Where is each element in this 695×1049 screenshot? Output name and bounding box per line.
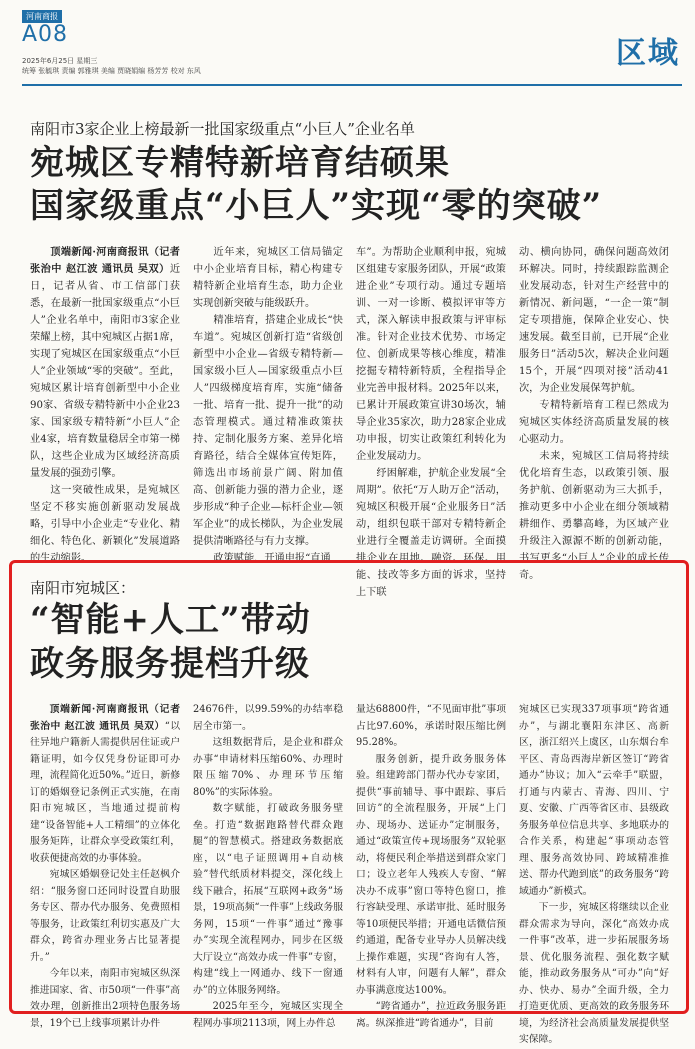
article1-col3-p1: 车”。为帮助企业顺利申报，宛城区组建专家服务团队，开展“政策进企业”专项行动。通过专题培训、一对一诊断、模拟评审等方式，深入解读申报政策与评审标准。针对企业技术优势、市场定位、创新成果等核心维度，精准挖掘专精特新特质，全程指导企业完善申报材料。2025年以来，已累计开展政策宣讲30场次，辅导企业35家次，助力28家企业成功申报，切实让政策红利转化为企业发展动力。	[356, 247, 506, 462]
article2-kicker: 南阳市宛城区：	[30, 579, 136, 597]
article2-col4-p1: 宛城区已实现337项事项“跨省通办”，与湖北襄阳东津区、高新区，浙江绍兴上虞区，山东烟台牟平区、青岛西海岸新区签订“跨省通办”协议；加入“云牵手”联盟，打通与内蒙古、青海、四川、宁夏、安徽、广西等省区市、县级政务服务单位信息共享、多地联办的合作关系，构建起“事项动态管理、服务高效协同、跨域精准推送、帮办代跑到底”的政务服务“跨域通办”新模式。	[519, 704, 669, 897]
article1-col2-p2: 精准培育，搭建企业成长“快车道”。宛城区创新打造“省级创新型中小企业—省级专精特新—国家级小巨人—国家级重点小巨人”四级梯度培育库，实施“储备一批、培育一批、提升一批”的动态管理模式。通过精准政策扶持、定制化服务方案、差异化培育路径，结合全媒体宣传矩阵，筛选出市场前景广阔、附加值高、创新能力强的潜力企业，逐步形成“种子企业—标杆企业—领军企业”的成长梯队，为企业发展提供清晰路径与有力支撑。	[193, 315, 343, 547]
article1-byline: 顶端新闻·河南商报讯（记者 张治中 赵江波 通讯员 吴双）	[30, 246, 180, 275]
article2-col2-p4: 2025年至今，宛城区实现全程网办事项2113项，网上办件总	[193, 1001, 343, 1029]
article2-col3-p3: “跨省通办”，拉近政务服务距离。纵深推进“跨省通办”，目前	[356, 1001, 506, 1029]
date-line: 2025年6月25日 星期三	[22, 57, 98, 65]
article1-col2-p3: 政策赋能，开通申报“直通	[213, 553, 331, 564]
article2-col4-p2: 下一步，宛城区将继续以企业群众需求为导向，深化“高效办成一件事”改革，进一步拓展服务场景、优化服务流程、强化数字赋能，推动政务服务从“可办”向“好办、快办、易办”全面升级，全力打造更优质、更高效的政务服务环境，为经济社会高质量发展提供坚实保障。	[519, 902, 669, 1045]
article1-column-3	[356, 244, 506, 601]
article2-col3-p2: 服务创新，提升政务服务体验。组建跨部门帮办代办专家团，提供“事前辅导、事中跟踪、事后回访”的全流程服务，开展“上门办、现场办、送证办”定制服务，通过“政策宣传+现场服务”双轮驱动，将便民利企举措送到群众家门口；设立老年人残疾人专窗、“解决办不成事”窗口等特色窗口，推行容缺受理、承诺审批、延时服务等10项便民举措；开通电话微信预约通道，配备专业导办人员解决线上操作难题，实现“咨询有人答，材料有人审，问题有人解”，群众办事满意度达100%。	[356, 753, 506, 996]
article1-column-2	[193, 244, 343, 567]
article2-col2-p1: 24676件，以99.59%的办结率稳居全市第一。	[193, 704, 343, 732]
article1-col3-p2: 纾困解难，护航企业发展“全周期”。依托“万人助万企”活动，宛城区积极开展“企业服务日”活动，组织包联干部对专精特新企业进行全覆盖走访调研。全面摸排企业在用地、融资、环保、用能、技改等多方面的诉求，坚持上下联	[356, 468, 506, 598]
article2-column-1	[30, 702, 180, 1032]
article2-col2-p2: 这组数据背后，是企业和群众办事“申请材料压缩60%、办理时限压缩70%、办理环节压缩80%”的实际体验。	[193, 737, 343, 798]
article1-col1-p2: 这一突破性成果，是宛城区坚定不移实施创新驱动发展战略，引导中小企业走“专业化、精细化、特色化、新颖化”发展道路的生动缩影。	[30, 485, 180, 564]
article1-col4-p1: 动、横向协同，确保问题高效闭环解决。同时，持续跟踪监测企业发展动态，针对生产经营中的新情况、新问题，“一企一策”制定专项措施，保障企业安心、快速发展。截至目前，已开展“企业服务日”活动5次，解决企业问题15个，开展“四项对接”活动41次，为企业发展保驾护航。	[519, 247, 669, 394]
article2-column-4	[519, 702, 669, 1049]
article1-column-4	[519, 244, 669, 584]
article2-column-3	[356, 702, 506, 1032]
article2-headline	[30, 598, 311, 686]
article1-headline-line1: 宛城区专精特新培育结硕果	[30, 143, 450, 183]
article1-col1-p1: 近日，记者从省、市工信部门获悉，在最新一批国家级重点“小巨人”企业名单中，南阳市3家企业荣耀上榜，其中宛城区占据1席，实现了宛城区在国家级重点“小巨人”企业领域“零的突破”。至此，宛城区累计培育创新型中小企业90家、省级专精特新中小企业23家、国家级专精特新“小巨人”企业4家，培育数量稳居全市第一梯队，这些企业成为区域经济高质量发展的强劲引擎。	[30, 264, 180, 479]
article2-col1-p3: 今年以来，南阳市宛城区纵深推进国家、省、市50项“一件事”高效办理，创新推出2项特色服务场景，19个已上线事项累计办件	[30, 968, 180, 1029]
article1-column-1	[30, 244, 180, 567]
article2-headline-line2: 政务服务提档升级	[30, 644, 310, 684]
article2-column-2	[193, 702, 343, 1032]
article2-headline-line1: “智能+人工”带动	[30, 600, 311, 640]
section-title: 区域	[616, 36, 680, 71]
article1-kicker: 南阳市3家企业上榜最新一批国家级重点“小巨人”企业名单	[30, 120, 415, 138]
paper-logo: 河南商报	[22, 10, 62, 23]
article2-col1-p2: 宛城区婚姻登记处主任赵枫介绍：“服务窗口还同时设置自助服务专区、帮办代办服务、免费照相等服务，让政策红利切实惠及广大群众，跨省办理业务占比显著提升。”	[30, 869, 180, 963]
article1-col4-p2: 专精特新培育工程已然成为宛城区实体经济高质量发展的核心驱动力。	[519, 400, 669, 445]
page-number: A08	[22, 22, 69, 47]
article1-col4-p3: 未来，宛城区工信局将持续优化培育生态，以政策引领、服务护航、创新驱动为三大抓手，推动更多中小企业在细分领域精耕细作、勇攀高峰，为区域产业升级注入源源不断的创新动能，书写更多“小巨人”企业的成长传奇。	[519, 451, 669, 581]
article1-col2-p1: 近年来，宛城区工信局锚定中小企业培育目标，精心构建专精特新企业培育生态，助力企业实现创新突破与能级跃升。	[193, 247, 343, 309]
article1-headline	[30, 142, 602, 228]
article2-col3-p1: 量达68800件，“不见面审批”事项占比97.60%，承诺时限压缩比例95.28%。	[356, 704, 506, 748]
masthead	[22, 8, 682, 84]
article2-byline: 顶端新闻·河南商报讯（记者 张治中 赵江波 通讯员 吴双）	[30, 704, 180, 732]
article2-col2-p3: 数字赋能，打破政务服务壁垒。打造“数据跑路替代群众跑腿”的智慧模式。搭建政务数据底座，以“电子证照调用+自动核验”替代纸质材料提交，深化线上线下融合，拓展“互联网+政务”场景，19项高频“一件事”上线政务服务网，15项“一件事”通过“豫事办”实现全流程网办，同步在区级大厅设立“高效办成一件事”专窗，构建“线上一网通办、线下一窗通办”的立体服务网络。	[193, 803, 343, 996]
staff-line: 统筹 张毓琪 责编 郭雅琪 美编 贾晓娟编 杨芳芳 校对 东风	[22, 67, 201, 75]
article2-col1-p1: “以往异地户籍新人需提供居住证或户籍证明，如今仅凭身份证即可办理，流程简化近50%。”近日，新修订的婚姻登记条例正式实施，在南阳市宛城区，当地通过提前构建“设备智能+人工精细”的立体化服务矩阵，让群众享受政策红利，收获便捷高效的办事体验。	[30, 720, 181, 864]
article1-headline-line2: 国家级重点“小巨人”实现“零的突破”	[30, 186, 603, 226]
masthead-rule	[22, 84, 682, 86]
